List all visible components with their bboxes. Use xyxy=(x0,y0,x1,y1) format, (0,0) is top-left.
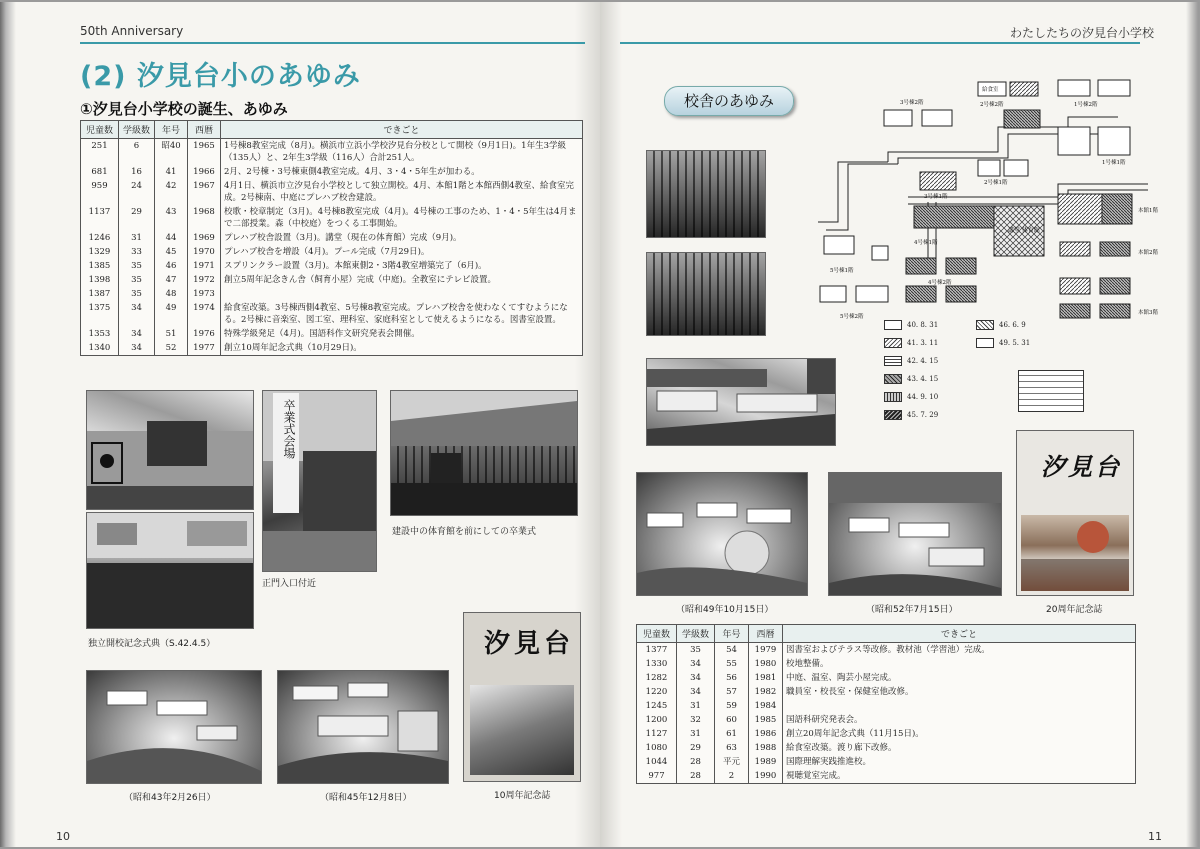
table-cell-number: 平元 xyxy=(715,755,749,769)
table-cell-number: 61 xyxy=(715,727,749,741)
booklet-20th-title: 汐見台 xyxy=(1041,452,1122,481)
table-row xyxy=(81,231,583,245)
table-cell-number: 1973 xyxy=(188,287,221,301)
table-cell-number: 1966 xyxy=(188,165,221,179)
table-cell-event: 創立5周年記念きん舎（飼育小屋）完成（中庭)。全教室にテレビ設置。 xyxy=(221,273,583,287)
table-cell-number: 24 xyxy=(119,179,155,205)
table-cell-number: 1377 xyxy=(637,643,677,658)
table-cell-number: 42 xyxy=(155,179,188,205)
table-row xyxy=(81,327,583,341)
table-cell-number: 28 xyxy=(677,755,715,769)
table-cell-number: 1340 xyxy=(81,341,119,356)
table-header-cell: 学級数 xyxy=(677,625,715,643)
table-cell-number: 35 xyxy=(119,259,155,273)
sports-day-graphic xyxy=(1021,515,1129,591)
table-cell-number: 1968 xyxy=(188,205,221,231)
table-cell-number: 1385 xyxy=(81,259,119,273)
table-cell-number: 1970 xyxy=(188,245,221,259)
plan-label: 本館2階 xyxy=(1138,250,1158,256)
table-cell-event: 給食室改築。渡り廊下改修。 xyxy=(783,741,1136,755)
table-cell-number: 1986 xyxy=(749,727,783,741)
table-cell-number: 57 xyxy=(715,685,749,699)
table-row xyxy=(637,755,1136,769)
legend-item: 40. 8. 31 xyxy=(884,320,938,330)
table-cell-event: プレハブ校舎を増設（4月)。プール完成（7月29日)。 xyxy=(221,245,583,259)
plan-label: 5号棟1階 xyxy=(830,268,854,274)
table-cell-event: 国際理解実践推進校。 xyxy=(783,755,1136,769)
table-cell-event: 国語科研究発表会。 xyxy=(783,713,1136,727)
table-cell-number: 1246 xyxy=(81,231,119,245)
table-cell-number: 1044 xyxy=(637,755,677,769)
caption-aerial-1970: （昭和45年12月8日） xyxy=(320,793,412,803)
table-cell-number: 1137 xyxy=(81,205,119,231)
caption-booklet-10: 10周年記念誌 xyxy=(494,791,551,801)
table-cell-number: 1985 xyxy=(749,713,783,727)
legend-item: 49. 5. 31 xyxy=(976,338,1030,348)
table-cell-number: 1245 xyxy=(637,699,677,713)
table-row xyxy=(637,671,1136,685)
booklet-10th-cover xyxy=(463,612,581,782)
table-cell-number: 34 xyxy=(119,341,155,356)
legend-item: 41. 3. 11 xyxy=(884,338,938,348)
table-cell-number: 1988 xyxy=(749,741,783,755)
right-header-rule xyxy=(620,42,1140,44)
plan-label: 4号棟1階 xyxy=(914,240,938,246)
table-cell-event: 給食室改築。3号棟西側4教室、5号棟8教室完成。プレハブ校舎を使わなくてすむようになる。2号棟に音楽室、図工室、理科室、家庭科室として使えるようになる。図書室設置。 xyxy=(221,301,583,327)
table-row xyxy=(637,727,1136,741)
table-cell-number: 49 xyxy=(155,301,188,327)
table-cell-event xyxy=(783,699,1136,713)
table-row xyxy=(81,273,583,287)
table-cell-number: 1980 xyxy=(749,657,783,671)
aerial-1977-graphic xyxy=(829,473,1001,595)
graduation-sign-text: 卒業式会場 xyxy=(282,399,296,459)
construction-photo-3 xyxy=(646,358,836,446)
table-row xyxy=(81,139,583,166)
page-number-left: 10 xyxy=(56,830,70,843)
table-cell-number: 977 xyxy=(637,769,677,784)
table-cell-number: 1989 xyxy=(749,755,783,769)
opening-ceremony-photo-top xyxy=(86,390,254,510)
school-floorplan xyxy=(818,72,1190,342)
table-cell-event: スプリンクラー設置（3月)。本館東側2・3階4教室増築完了（6月)。 xyxy=(221,259,583,273)
caption-aerial-1977: （昭和52年7月15日） xyxy=(866,605,958,615)
table-row xyxy=(81,205,583,231)
table-cell-number: 55 xyxy=(715,657,749,671)
table-cell-number: 1080 xyxy=(637,741,677,755)
table-cell-number: 34 xyxy=(677,671,715,685)
left-header-rule xyxy=(80,42,585,44)
table-cell-number: 34 xyxy=(119,327,155,341)
plan-label: 1号棟2階 xyxy=(1074,102,1098,108)
table-cell-number: 29 xyxy=(119,205,155,231)
table-cell-event: 図書室およびテラス等改修。教材池（学習池）完成。 xyxy=(783,643,1136,658)
caption-aerial-1974: （昭和49年10月15日） xyxy=(676,605,774,615)
table-cell-number: 16 xyxy=(119,165,155,179)
plan-label: 本館1階 xyxy=(1138,208,1158,214)
graduation-photo xyxy=(390,390,578,516)
booklet-10th-photo xyxy=(470,685,574,775)
table-row xyxy=(637,657,1136,671)
table-cell-number: 1282 xyxy=(637,671,677,685)
table-cell-event: 創立20周年記念式典（11月15日)。 xyxy=(783,727,1136,741)
booklet-20th-photo xyxy=(1021,515,1129,591)
table-cell-number: 31 xyxy=(677,699,715,713)
history-table-right xyxy=(636,624,1136,784)
table-cell-number: 959 xyxy=(81,179,119,205)
table-cell-number: 31 xyxy=(677,727,715,741)
table-cell-event: 職員室・校長室・保健室他改修。 xyxy=(783,685,1136,699)
caption-opening-ceremony: 独立開校記念式典（S.42.4.5） xyxy=(88,639,216,649)
table-row xyxy=(81,165,583,179)
apartments-graphic xyxy=(647,359,835,445)
table-cell-event: 4月1日、横浜市立汐見台小学校として独立開校。4月、本館1階と本館西側4教室、給食室完成。2号棟南、中庭にプレハブ校舎建設。 xyxy=(221,179,583,205)
table-cell-number: 35 xyxy=(119,287,155,301)
table-cell-event: 校地整備。 xyxy=(783,657,1136,671)
table-cell-number: 52 xyxy=(155,341,188,356)
legend-item: 42. 4. 15 xyxy=(884,356,938,366)
left-header: 50th Anniversary xyxy=(80,24,184,38)
left-page xyxy=(0,2,600,847)
table-cell-number: 35 xyxy=(677,643,715,658)
table-row xyxy=(81,245,583,259)
aerial-1974-graphic xyxy=(637,473,807,595)
table-cell-event: 特殊学級発足（4月)。国語科作文研究発表会開催。 xyxy=(221,327,583,341)
table-cell-number: 44 xyxy=(155,231,188,245)
table-row xyxy=(637,699,1136,713)
table-cell-number: 1981 xyxy=(749,671,783,685)
construction-photo-2 xyxy=(646,252,766,336)
table-cell-number: 41 xyxy=(155,165,188,179)
table-header-cell: 西暦 xyxy=(188,121,221,139)
table-cell-number: 29 xyxy=(677,741,715,755)
table-header-cell: できごと xyxy=(221,121,583,139)
table-cell-number: 1979 xyxy=(749,643,783,658)
table-cell-number: 47 xyxy=(155,273,188,287)
table-cell-number: 1969 xyxy=(188,231,221,245)
table-cell-number: 48 xyxy=(155,287,188,301)
table-cell-number: 1329 xyxy=(81,245,119,259)
table-cell-number: 43 xyxy=(155,205,188,231)
table-cell-number: 63 xyxy=(715,741,749,755)
table-header-cell: 児童数 xyxy=(637,625,677,643)
table-cell-event: 校歌・校章制定（3月)。4号棟8教室完成（4月)。4号棟の工事のため、1・4・5年生は4月まで二部授業。森（中校庭）をつくる工事開始。 xyxy=(221,205,583,231)
table-cell-number: 251 xyxy=(81,139,119,166)
table-cell-number: 1220 xyxy=(637,685,677,699)
table-cell-number: 32 xyxy=(677,713,715,727)
table-cell-number: 60 xyxy=(715,713,749,727)
plan-label: 1号棟1階 xyxy=(1102,160,1126,166)
table-cell-number: 1200 xyxy=(637,713,677,727)
table-cell-number: 1976 xyxy=(188,327,221,341)
table-cell-number: 45 xyxy=(155,245,188,259)
table-cell-event: 2月、2号棟・3号棟東側4教室完成。4月、3・4・5年生が加わる。 xyxy=(221,165,583,179)
plan-label: 2号棟1階 xyxy=(984,180,1008,186)
table-header-cell: できごと xyxy=(783,625,1136,643)
table-cell-event: 視聴覚室完成。 xyxy=(783,769,1136,784)
right-header: わたしたちの汐見台小学校 xyxy=(1010,26,1155,40)
table-cell-event: 創立10周年記念式典（10月29日)。 xyxy=(221,341,583,356)
table-row xyxy=(81,341,583,356)
table-cell-number: 59 xyxy=(715,699,749,713)
table-cell-number: 1984 xyxy=(749,699,783,713)
plan-label: 5号棟2階 xyxy=(840,314,864,320)
table-cell-number: 6 xyxy=(119,139,155,166)
legend-item: 45. 7. 29 xyxy=(884,410,938,420)
plan-label: 講堂 体育館 xyxy=(1008,227,1040,234)
table-cell-number: 1990 xyxy=(749,769,783,784)
table-row xyxy=(637,741,1136,755)
table-header-cell: 年号 xyxy=(155,121,188,139)
aerial-photo-1970 xyxy=(277,670,449,784)
table-cell-number: 34 xyxy=(677,657,715,671)
section-subtitle: ①汐見台小学校の誕生、あゆみ xyxy=(80,100,288,118)
table-row xyxy=(81,259,583,273)
plan-label: 3号棟2階 xyxy=(900,100,924,106)
table-cell-number: 2 xyxy=(715,769,749,784)
aerial-1968-graphic xyxy=(87,671,261,783)
table-cell-number: 46 xyxy=(155,259,188,273)
table-cell-number: 1387 xyxy=(81,287,119,301)
table-cell-event: プレハブ校舎設置（3月)。講堂（現在の体育館）完成（9月)。 xyxy=(221,231,583,245)
table-row xyxy=(637,713,1136,727)
table-cell-number: 1967 xyxy=(188,179,221,205)
table-cell-number: 1977 xyxy=(188,341,221,356)
aerial-1970-graphic xyxy=(278,671,448,783)
aerial-photo-1974 xyxy=(636,472,808,596)
booklet-10th-title: 汐見台 xyxy=(484,629,575,659)
table-cell-event: 1号棟8教室完成（8月)。横浜市立浜小学校汐見台分校として開校（9月1日)。1年生3学級（135人）と、2年生3学級（116人）合計251人。 xyxy=(221,139,583,166)
table-cell-number: 54 xyxy=(715,643,749,658)
audience-graphic xyxy=(87,513,253,628)
plan-label: 2号棟2階 xyxy=(980,102,1004,108)
table-cell-number: 681 xyxy=(81,165,119,179)
page-title: (2) 汐見台小のあゆみ xyxy=(80,61,361,92)
ceremony-stage-graphic xyxy=(87,391,253,509)
table-cell-number: 昭40 xyxy=(155,139,188,166)
history-table-left xyxy=(80,120,583,356)
plan-label: 給食室 xyxy=(982,87,999,93)
table-cell-number: 1353 xyxy=(81,327,119,341)
construction-photo-1 xyxy=(646,150,766,238)
table-cell-number: 31 xyxy=(119,231,155,245)
table-cell-number: 1965 xyxy=(188,139,221,166)
pool-symbol xyxy=(1018,370,1084,412)
caption-booklet-20: 20周年記念誌 xyxy=(1046,605,1103,615)
gym-construction-graphic xyxy=(391,391,577,515)
plan-label: 3号棟1階 xyxy=(924,194,948,200)
table-row xyxy=(637,643,1136,658)
table-row xyxy=(81,301,583,327)
legend-item: 44. 9. 10 xyxy=(884,392,938,402)
table-cell-number: 1972 xyxy=(188,273,221,287)
table-cell-number: 1398 xyxy=(81,273,119,287)
table-cell-number: 1330 xyxy=(637,657,677,671)
table-cell-number: 1127 xyxy=(637,727,677,741)
legend-item: 46. 6. 9 xyxy=(976,320,1026,330)
table-cell-number: 33 xyxy=(119,245,155,259)
aerial-photo-1968 xyxy=(86,670,262,784)
table-cell-number: 51 xyxy=(155,327,188,341)
table-cell-number: 34 xyxy=(119,301,155,327)
table-header-cell: 西暦 xyxy=(749,625,783,643)
aerial-photo-1977 xyxy=(828,472,1002,596)
caption-aerial-1968: （昭和43年2月26日） xyxy=(124,793,216,803)
caption-main-gate: 正門入口付近 xyxy=(262,579,317,589)
table-cell-number: 1375 xyxy=(81,301,119,327)
section-label-pill: 校舎のあゆみ xyxy=(664,86,794,116)
table-row xyxy=(637,769,1136,784)
plan-label: 4号棟2階 xyxy=(928,280,952,286)
plan-label: 本館3階 xyxy=(1138,310,1158,316)
table-row xyxy=(81,179,583,205)
table-cell-event: 中庭、温室、陶芸小屋完成。 xyxy=(783,671,1136,685)
page-number-right: 11 xyxy=(1148,830,1162,843)
table-header-cell: 学級数 xyxy=(119,121,155,139)
table-cell-number: 34 xyxy=(677,685,715,699)
table-header-cell: 年号 xyxy=(715,625,749,643)
table-row xyxy=(637,685,1136,699)
table-cell-number: 1971 xyxy=(188,259,221,273)
table-cell-number: 56 xyxy=(715,671,749,685)
caption-graduation: 建設中の体育館を前にしての卒業式 xyxy=(392,527,537,537)
main-gate-photo xyxy=(262,390,377,572)
table-header-cell: 児童数 xyxy=(81,121,119,139)
opening-ceremony-photo-bottom xyxy=(86,512,254,629)
table-cell-number: 35 xyxy=(119,273,155,287)
table-cell-number: 1982 xyxy=(749,685,783,699)
table-cell-event xyxy=(221,287,583,301)
legend-item: 43. 4. 15 xyxy=(884,374,938,384)
table-cell-number: 1974 xyxy=(188,301,221,327)
table-row xyxy=(81,287,583,301)
booklet-20th-cover xyxy=(1016,430,1134,596)
table-cell-number: 28 xyxy=(677,769,715,784)
